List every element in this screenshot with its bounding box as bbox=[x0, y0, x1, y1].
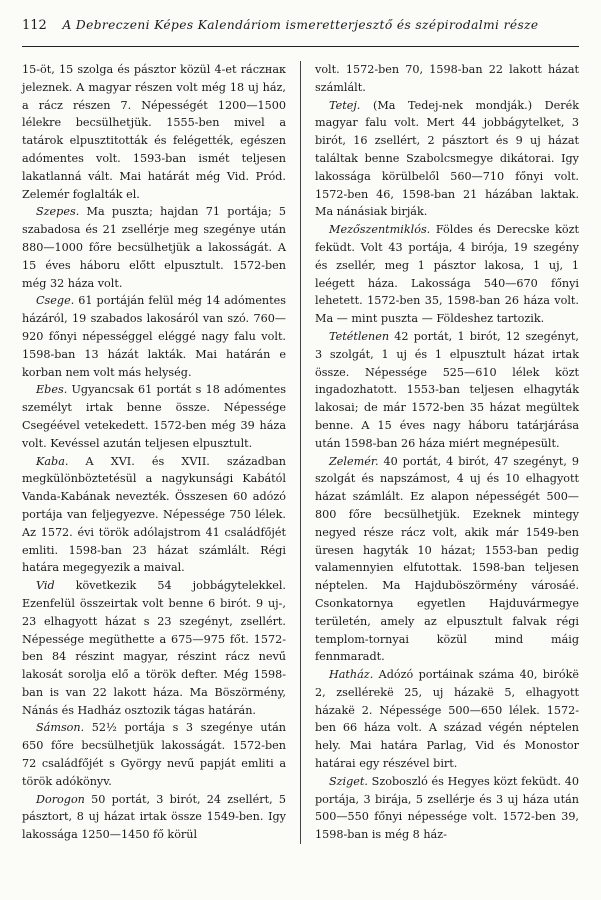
paragraph bbox=[22, 203, 286, 292]
place-name: Csege. bbox=[36, 294, 75, 308]
running-title: A Debreczeni Képes Kalendáriom ismeretterjesztő és szépirodalmi része bbox=[62, 18, 539, 32]
place-name: Vid bbox=[36, 579, 55, 593]
place-name: Tetej. bbox=[329, 98, 361, 112]
place-name: Sámson. bbox=[36, 721, 85, 735]
paragraph bbox=[22, 453, 286, 578]
paragraph bbox=[22, 791, 286, 844]
paragraph bbox=[315, 666, 579, 773]
paragraph-text: Szoboszló és Hegyes közt feküdt. 40 portája, 3 birája, 5 zsellérje és 3 uj háza után 500—550 főnyi népessége volt. 1572-ben 39, 1598-ban is még 8 ház- bbox=[315, 774, 579, 842]
paragraph bbox=[22, 381, 286, 452]
left-column bbox=[22, 61, 286, 844]
paragraph bbox=[315, 773, 579, 844]
paragraph bbox=[22, 577, 286, 719]
place-name: Tetétlenen bbox=[329, 329, 390, 343]
paragraph bbox=[315, 221, 579, 328]
place-name: Kaba. bbox=[36, 454, 69, 468]
paragraph-text: 61 portáján felül még 14 adómentes házáról, 19 szabados lakosáról van szó. 760—920 főnyi népességgel eléggé nagy falu volt. 1598-ban 13 házát lakták. Mai határán e korban nem volt más helység. bbox=[22, 294, 286, 379]
place-name: Dorogon bbox=[36, 792, 85, 806]
paragraph-text: 42 portát, 1 birót, 12 szegényt, 3 szolgát, 1 uj és 1 elpusztult házat irtak össze. Népessége 525—610 lélek közt ingadozhatott. 1553-ban teljesen elhagyták lakosai; de már 1572-ben 35 házat megültek benne. A 15 éves nagy háboru tatárjárása után 1598-ban 26 háza miért megnépesült. bbox=[315, 329, 579, 450]
place-name: Szepes. bbox=[36, 205, 80, 219]
paragraph-text: 40 portát, 4 birót, 47 szegényt, 9 szolgát és napszámost, 4 uj és 10 elhagyott házat számlált. Ez alapon népességét 500—800 főre becsülhetjük. Ezeknek mintegy negyed része rácz volt, akik már 1549-ben üresen hagyták 10 házat; 1553-ban pedig valamennyien elfutottak. 1598-ban teljesen néptelen. Ma Hajduböszörmény városáé. Csonkatornya egyetlen Hajduvármegye területén, amely az elpusztult falvak régi templom-tornyai közül mind máig fennmaradt. bbox=[315, 454, 579, 664]
column-divider bbox=[300, 61, 301, 844]
paragraph-text: 50 portát, 3 birót, 24 zsellért, 5 pásztort, 8 uj házat irtak össze 1549-ben. Igy lakossága 1250—1450 fő körül bbox=[22, 792, 286, 842]
place-name: Zelemér. bbox=[329, 454, 379, 468]
paragraph-text: 52½ portája s 3 szegénye után 650 főre becsülhetjük lakosságát. 1572-ben 72 családfőjét s György nevű papját emliti a török adókönyv. bbox=[22, 721, 286, 788]
place-name: Mezőszentmiklós. bbox=[329, 223, 431, 237]
paragraph-text: volt. 1572-ben 70, 1598-ban 22 lakott házat számlált. bbox=[315, 63, 579, 94]
page-header bbox=[22, 18, 579, 47]
paragraph bbox=[22, 292, 286, 381]
paragraph bbox=[22, 61, 286, 203]
text-columns bbox=[22, 61, 579, 844]
page-number: 112 bbox=[22, 18, 47, 33]
paragraph-text: Ma puszta; hajdan 71 portája; 5 szabadosa és 21 zsellérje meg szegénye után 880—1000 főre becsülhetjük a lakosságát. A 15 éves háboru előtt elpusztult. 1572-ben még 32 háza volt. bbox=[22, 205, 286, 290]
place-name: Hatház. bbox=[329, 668, 374, 682]
right-column bbox=[315, 61, 579, 844]
paragraph bbox=[315, 328, 579, 453]
paragraph-text: (Ma Tedej-nek mondják.) Derék magyar falu volt. Mert 44 jobbágytelket, 3 birót, 16 zsellért, 2 pásztort és 9 uj házat találtak benne Szabolcsmegye dikátorai. Igy lakossága körülbelől 560—710 főnyi volt. 1572-ben 46, 1598-ban 21 házában laktak. Ma nánásiak birják. bbox=[315, 98, 579, 219]
place-name: Sziget. bbox=[329, 774, 368, 788]
paragraph-text: Adózó portáinak száma 40, birókë 2, zsellérekë 25, uj házakë 5, elhagyott házakë 2. Népessége 500—650 lélek. 1572-ben 66 háza volt. A század végén néptelen hely. Mai határa Parlag, Vid és Monostor határai egy részével birt. bbox=[315, 668, 579, 771]
paragraph-text: Földes és Derecske közt feküdt. Volt 43 portája, 4 birója, 19 szegény és zsellér, meg 1 pásztor lakosa, 1 uj, 1 leégett háza. Lakossága 540—670 főnyi lehetett. 1572-ben 35, 1598-ban 26 háza volt. Ma — mint puszta — Földeshez tartozik. bbox=[315, 223, 579, 326]
paragraph bbox=[315, 453, 579, 667]
paragraph-text: 15-öt, 15 szolga és pásztor közül 4-et ráczнак jeleznek. A magyar részen volt még 18 uj ház, a rácz részen 7. Népességét 1200—1500 lélekre becsülhetjük. 1555-ben mivel a tatárok elpusztitották és felégették, egészen adómentes volt. 1593-ban ismét teljesen lakatlanná vált. Mai határát még Vid. Pród. Zelemér foglalták el. bbox=[22, 63, 286, 201]
paragraph-text: következik 54 jobbágytelekkel. Ezenfelül összeirtak volt benne 6 birót. 9 uj-, 23 elhagyott házat s 23 szegényt, zsellért. Népessége megüthette a 675—975 főt. 1572-ben 84 részint magyar, részint rácz nevű lakosát sorolja elő a török defter. Még 1598-ban is van 22 lakott háza. Ma Böszörmény, Nánás és Hadház osztozik tágas határán. bbox=[22, 579, 286, 717]
place-name: Ebes. bbox=[36, 383, 68, 397]
paragraph bbox=[315, 97, 579, 222]
paragraph-text: A XVI. és XVII. században megkülönböztetésül a nagykunsági Kabától Vanda-Kabának nevezték. Összesen 60 adózó portája van feljegyezve. Népessége 750 lélek. Az 1572. évi török adólajstrom 41 családfőjét emliti. 1598-ban 23 házat számlált. Régi határa megegyezik a maival. bbox=[22, 454, 286, 575]
paragraph bbox=[315, 61, 579, 97]
paragraph-text: Ugyancsak 61 portát s 18 adómentes személyt irtak benne össze. Népessége Csegéével vetekedett. 1572-ben még 39 háza volt. Kevéssel azután teljesen elpusztult. bbox=[22, 383, 286, 450]
paragraph bbox=[22, 719, 286, 790]
